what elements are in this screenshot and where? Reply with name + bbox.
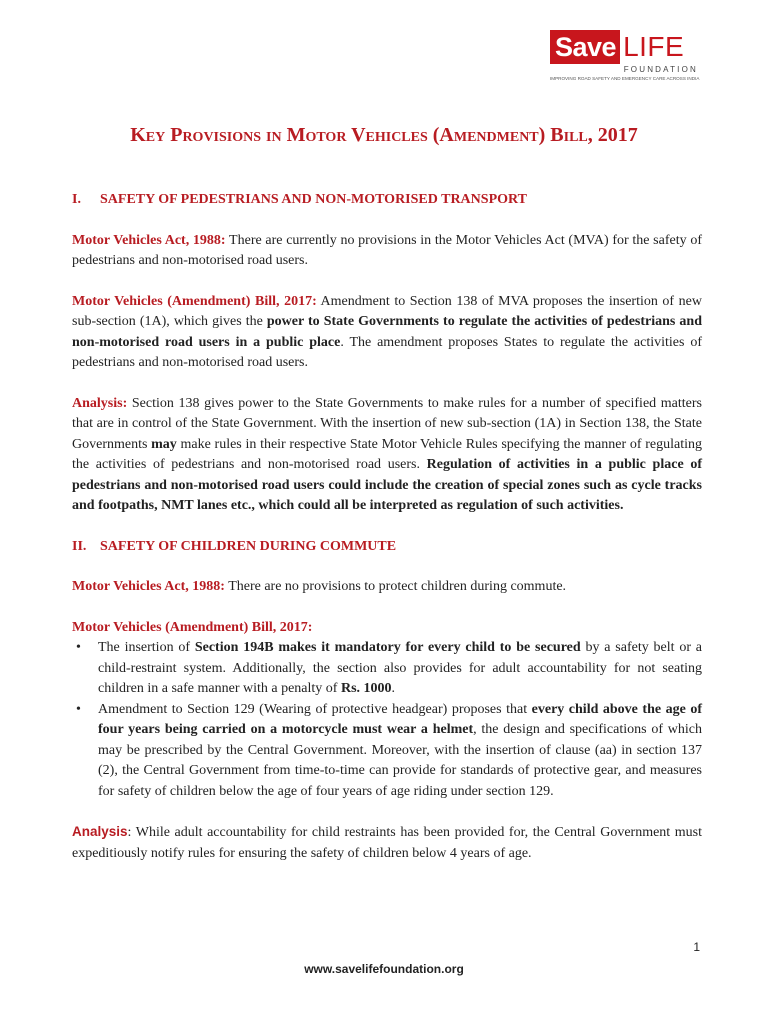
section-number: II. (72, 538, 87, 554)
bullet-text: by a safety belt or a child-restraint system. Additionally, the section also provides for adult accountability for not seating children in a safe manner with a penalty of (98, 640, 703, 696)
bullet-text: , the design and specifications of which may be prescribed by the Central Government. Moreover, with the insertion of clause (aa) in section 137 (2), the Central Government from time-to-time can provide for standards of protective gear, and measures for safety of children below the age of four years of age riding under section 129. (98, 722, 702, 799)
bullet-icon: • (76, 640, 81, 655)
logo-wordmark (550, 30, 700, 64)
list-item (72, 638, 702, 700)
bullet-bold-text: Rs. 1000 (340, 681, 392, 696)
document-title: Key Provisions in Motor Vehicles (Amendment) Bill, 2017 (130, 124, 638, 146)
logo-tagline: IMPROVING ROAD SAFETY AND EMERGENCY CARE ACROSS INDIA (550, 76, 700, 81)
act-text: There are currently no provisions in the Motor Vehicles Act (MVA) for the safety of pedestrians and non-motorised road users. (72, 232, 702, 268)
page-number: 1 (693, 940, 700, 954)
analysis-text: Section 138 gives power to the State Governments to make rules for a number of specified matters that are in control of the State Government. With the insertion of new sub-section (1A) in Section 138, the State Governments (72, 395, 702, 452)
footer-website: www.savelifefoundation.org (304, 962, 464, 976)
list-item (72, 700, 702, 803)
bill-text: Amendment to Section 138 of MVA proposes the insertion of new sub-section (1A), which gives the (72, 293, 702, 329)
analysis-bold-text: Regulation of activities in a public place of pedestrians and non-motorised road users could include the creation of special zones such as cycle tracks and footpaths, NMT lanes etc., which could all be interpreted as regulation of such activities. (72, 457, 702, 513)
analysis-label: Analysis (72, 824, 128, 839)
act-label: Motor Vehicles Act, 1988: (72, 232, 226, 248)
logo-foundation-text: FOUNDATION (623, 65, 698, 74)
section-title: SAFETY OF CHILDREN DURING COMMUTE (100, 538, 397, 554)
act-label: Motor Vehicles Act, 1988: (72, 579, 225, 594)
analysis-bold-text: may (151, 436, 177, 452)
analysis-paragraph-1 (72, 394, 702, 517)
bullet-text: Amendment to Section 129 (Wearing of protective headgear) proposes that (98, 701, 532, 717)
logo-save-text: Save (550, 30, 620, 64)
savelife-logo (550, 30, 700, 81)
bill-bold-text: power to State Governments to regulate the activities of pedestrians and non-motorised road users in a public place (72, 314, 702, 350)
analysis-paragraph-2 (72, 822, 702, 864)
bill-label: Motor Vehicles (Amendment) Bill, 2017: (72, 293, 317, 309)
section-title: SAFETY OF PEDESTRIANS AND NON-MOTORISED TRANSPORT (100, 192, 527, 207)
section-number: I. (72, 192, 81, 207)
logo-life-text: LIFE (623, 31, 685, 62)
bullet-text: The insertion of (98, 640, 195, 655)
analysis-label: Analysis: (72, 395, 128, 411)
analysis-text: : While adult accountability for child restraints has been provided for, the Central Government must expeditiously notify rules for ensuring the safety of children below 4 years of age. (72, 825, 702, 861)
act-paragraph-1 (72, 231, 702, 272)
act-paragraph-2 (72, 577, 702, 598)
bill-provisions-list (72, 638, 702, 802)
bill-text: . The amendment proposes States to regulate the activities of pedestrians and non-motorised road users. (72, 334, 702, 370)
bullet-bold-text: Section 194B makes it mandatory for every child to be secured (194, 640, 581, 655)
bill-paragraph-1 (72, 292, 702, 374)
section-heading-2 (72, 537, 702, 558)
bill-label: Motor Vehicles (Amendment) Bill, 2017: (72, 619, 313, 635)
bullet-bold-text: every child above the age of four years being carried on a motorcycle must wear a helmet (98, 701, 703, 737)
act-text: There are no provisions to protect children during commute. (224, 579, 567, 594)
bullet-text: . (391, 681, 396, 696)
bill-heading-2 (72, 618, 702, 639)
section-heading-1 (72, 190, 702, 211)
analysis-text: make rules in their respective State Motor Vehicle Rules specifying the manner of regulating the activities of pedestrians and non-motorised road users. (72, 436, 702, 472)
document-body (72, 190, 702, 864)
bullet-icon: • (76, 701, 81, 717)
